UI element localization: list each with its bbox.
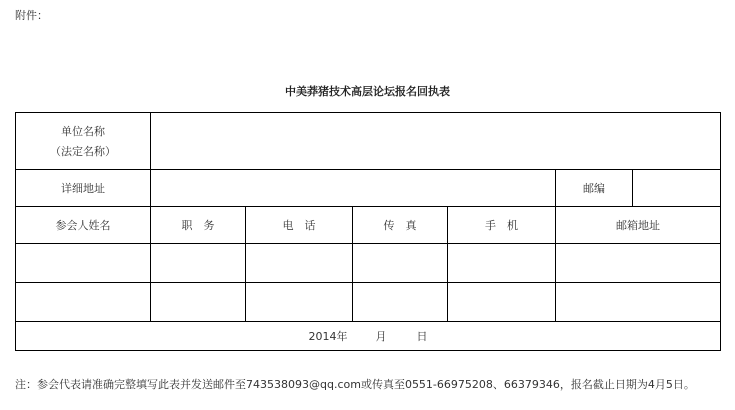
attendee-phone-field[interactable] xyxy=(246,244,353,283)
attendee-name-field[interactable] xyxy=(16,244,151,283)
attendee-mobile-field[interactable] xyxy=(448,283,556,322)
unit-name-label: 单位名称 xyxy=(61,125,105,138)
address-row xyxy=(16,170,721,207)
header-phone: 电 话 xyxy=(246,207,353,244)
date-row xyxy=(16,322,721,351)
address-field[interactable] xyxy=(151,170,556,207)
header-mobile: 手 机 xyxy=(448,207,556,244)
header-attendee-name: 参会人姓名 xyxy=(16,207,151,244)
attendee-row xyxy=(16,244,721,283)
footnote: 注：参会代表请准确完整填写此表并发送邮件至743538093@qq.com或传真至0551-66975208、66379346，报名截止日期为4月5日。 xyxy=(15,378,695,391)
registration-form-table xyxy=(15,112,721,351)
attendee-fax-field[interactable] xyxy=(353,244,448,283)
attendee-name-field[interactable] xyxy=(16,283,151,322)
attachment-label: 附件： xyxy=(15,9,48,22)
attendee-fax-field[interactable] xyxy=(353,283,448,322)
column-header-row xyxy=(16,207,721,244)
unit-name-sub-label: （法定名称） xyxy=(50,145,116,158)
attendee-position-field[interactable] xyxy=(151,244,246,283)
postcode-label: 邮编 xyxy=(556,170,633,207)
unit-name-label-cell xyxy=(16,113,151,170)
date-cell xyxy=(16,322,721,351)
attendee-email-field[interactable] xyxy=(556,244,721,283)
header-email: 邮箱地址 xyxy=(556,207,721,244)
attendee-phone-field[interactable] xyxy=(246,283,353,322)
header-fax: 传 真 xyxy=(353,207,448,244)
postcode-field[interactable] xyxy=(633,170,721,207)
address-label: 详细地址 xyxy=(16,170,151,207)
date-month: 月 xyxy=(375,330,387,343)
date-day: 日 xyxy=(416,330,428,343)
header-position: 职 务 xyxy=(151,207,246,244)
attendee-email-field[interactable] xyxy=(556,283,721,322)
unit-name-row xyxy=(16,113,721,170)
attendee-mobile-field[interactable] xyxy=(448,244,556,283)
attendee-row xyxy=(16,283,721,322)
date-year: 2014年 xyxy=(308,330,348,343)
attendee-position-field[interactable] xyxy=(151,283,246,322)
unit-name-field[interactable] xyxy=(151,113,721,170)
form-title: 中美莽猪技术高层论坛报名回执表 xyxy=(285,85,450,98)
